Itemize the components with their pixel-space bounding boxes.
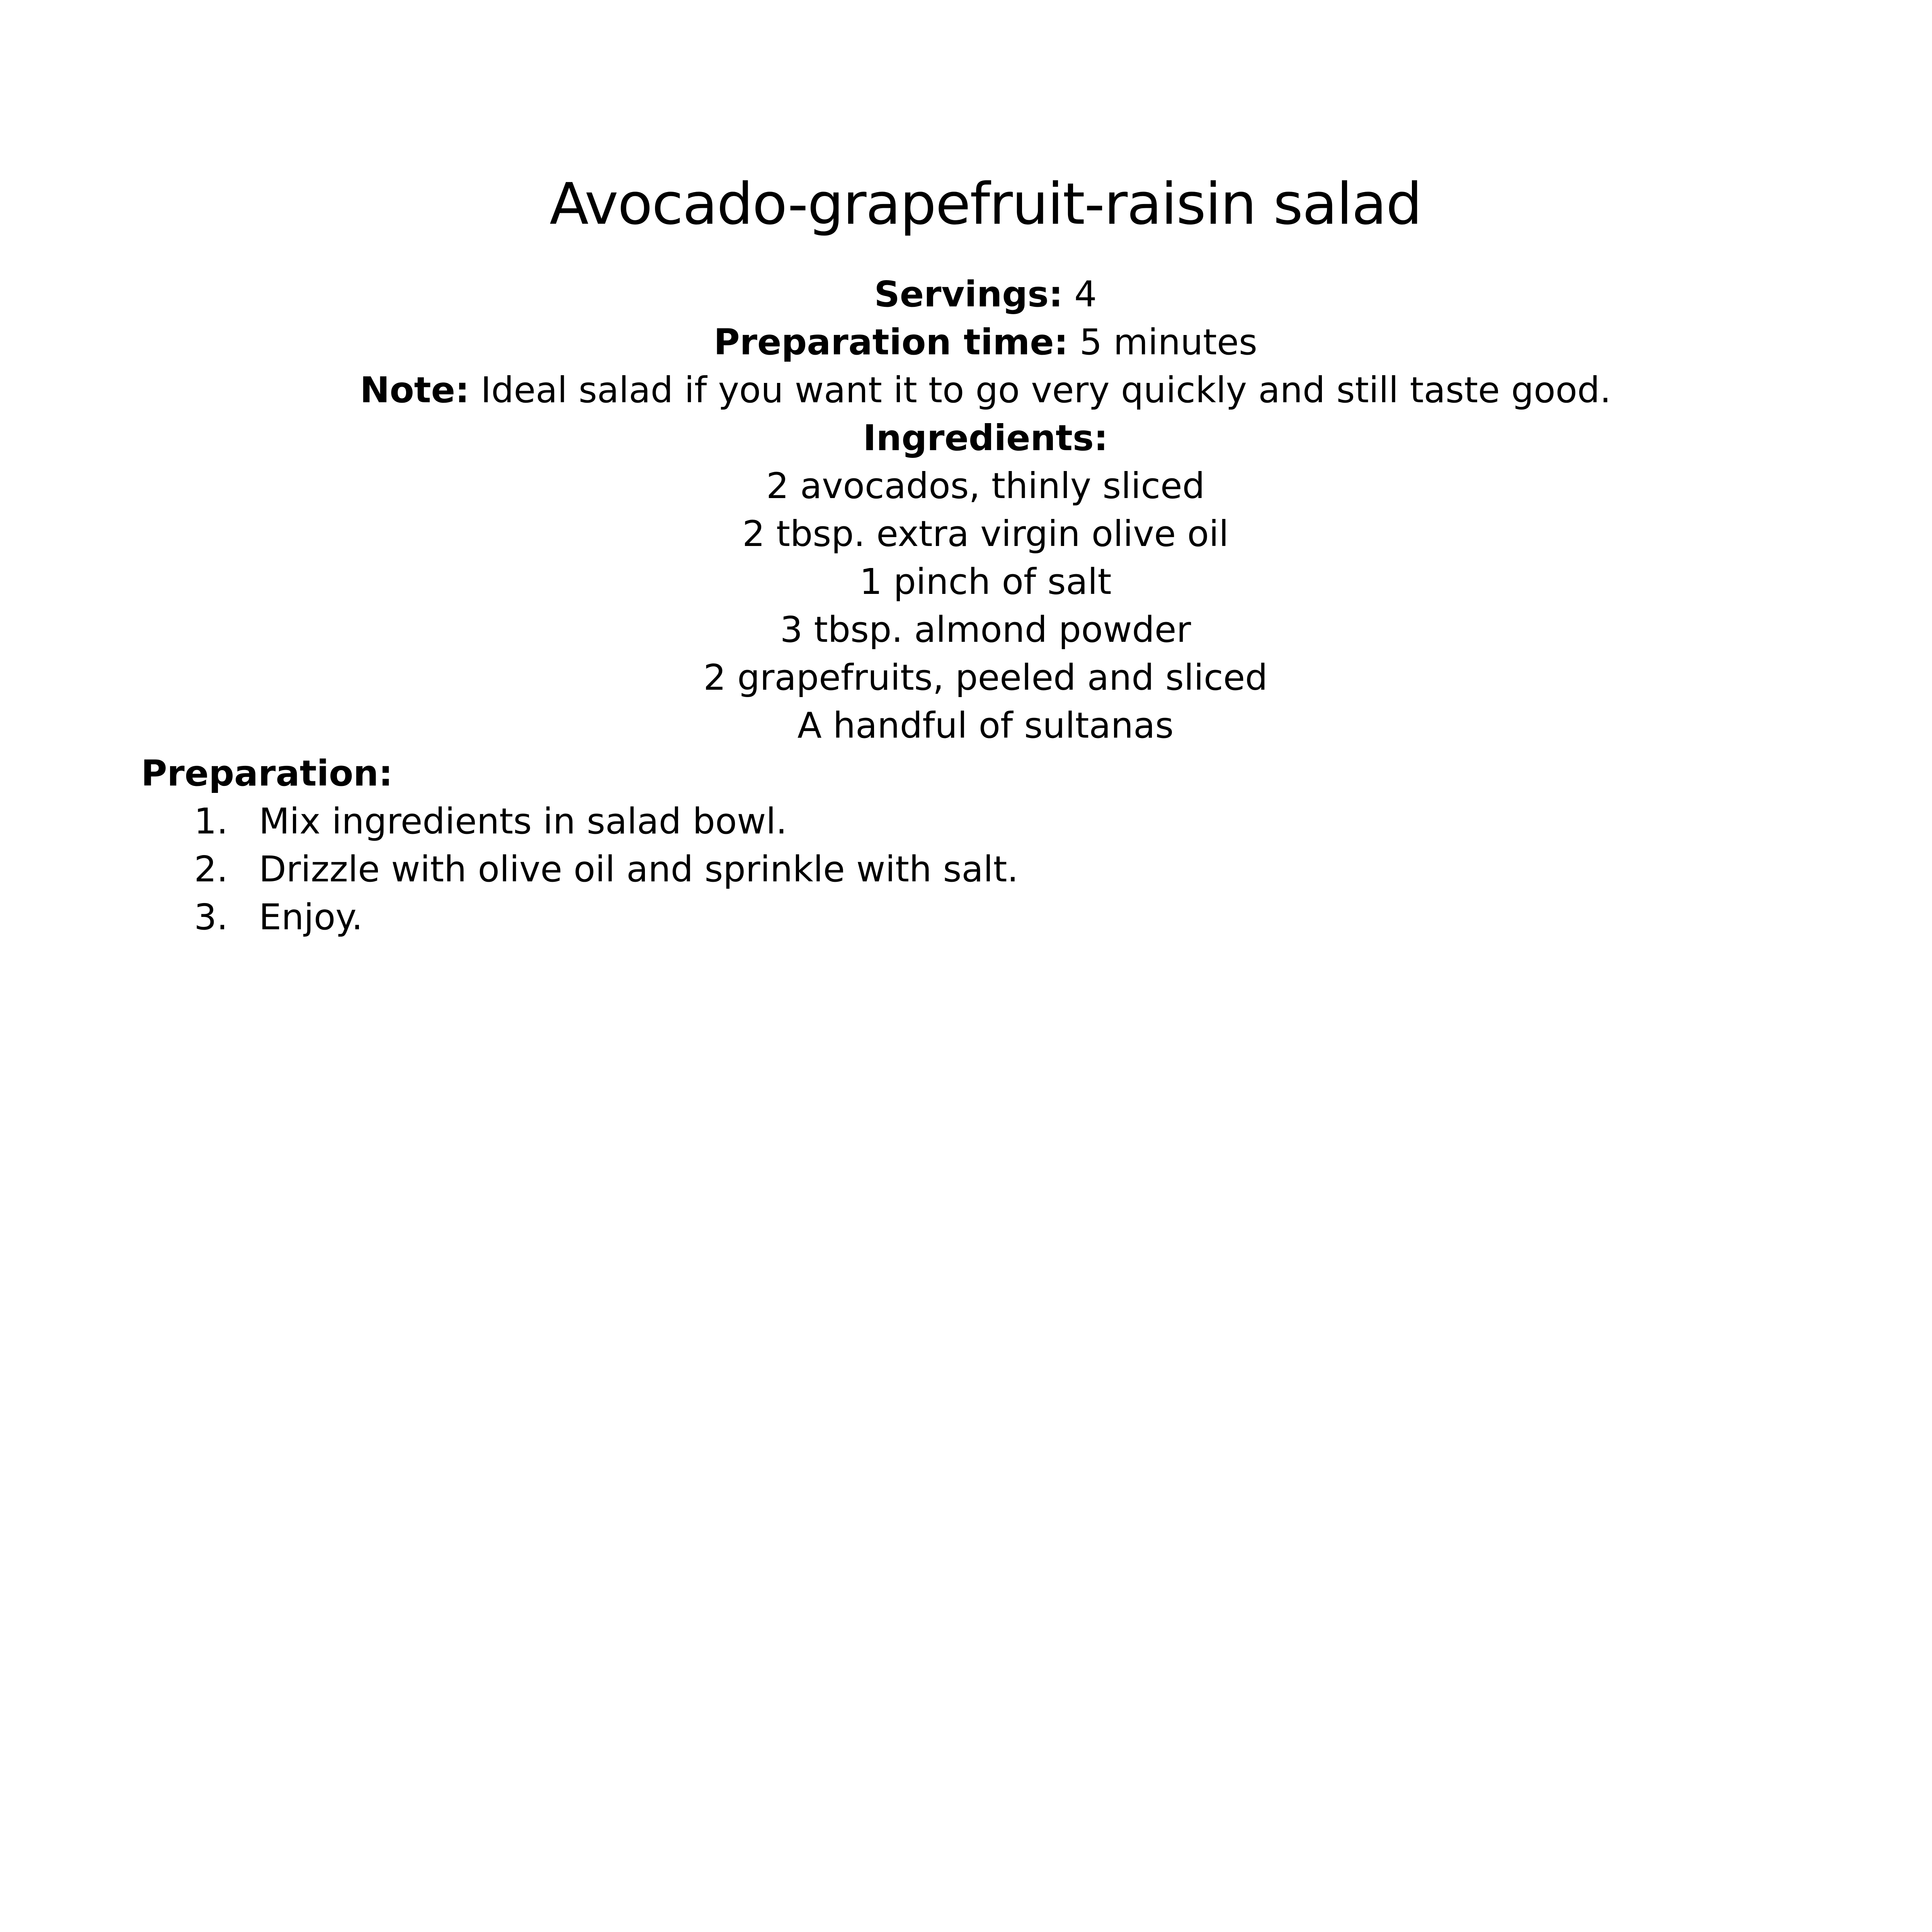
- preparation-step: [141, 893, 1019, 941]
- recipe-title: Avocado-grapefruit-raisin salad: [549, 171, 1422, 237]
- preparation-time-line: [0, 318, 1932, 366]
- step-number: 3.: [194, 896, 228, 938]
- preparation-steps: [141, 798, 1019, 941]
- step-text: Mix ingredients in salad bowl.: [259, 801, 787, 842]
- ingredients-heading: Ingredients:: [863, 417, 1108, 459]
- preparation-step: [141, 798, 1019, 845]
- step-text: Drizzle with olive oil and sprinkle with salt.: [259, 849, 1019, 890]
- ingredient-item: 1 pinch of salt: [859, 561, 1112, 602]
- ingredient-item: 2 grapefruits, peeled and sliced: [703, 657, 1268, 698]
- ingredient-item: 2 avocados, thinly sliced: [766, 465, 1205, 507]
- preparation-time-value: 5 minutes: [1079, 321, 1257, 363]
- preparation-time-label: Preparation time:: [714, 321, 1068, 363]
- preparation-heading: Preparation:: [141, 753, 393, 794]
- servings-line: [0, 270, 1932, 318]
- ingredient-item: 2 tbsp. extra virgin olive oil: [742, 513, 1229, 554]
- note-line: [0, 366, 1932, 414]
- note-label: Note:: [360, 369, 469, 411]
- preparation-step: [141, 845, 1019, 893]
- servings-label: Servings:: [874, 274, 1063, 315]
- step-number: 2.: [194, 849, 228, 890]
- step-text: Enjoy.: [259, 896, 363, 938]
- note-text: Ideal salad if you want it to go very quickly and still taste good.: [481, 369, 1611, 411]
- servings-value: 4: [1074, 274, 1097, 315]
- ingredient-item: A handful of sultanas: [797, 705, 1174, 746]
- ingredients-list: [0, 462, 1932, 750]
- step-number: 1.: [194, 801, 228, 842]
- ingredient-item: 3 tbsp. almond powder: [780, 609, 1191, 650]
